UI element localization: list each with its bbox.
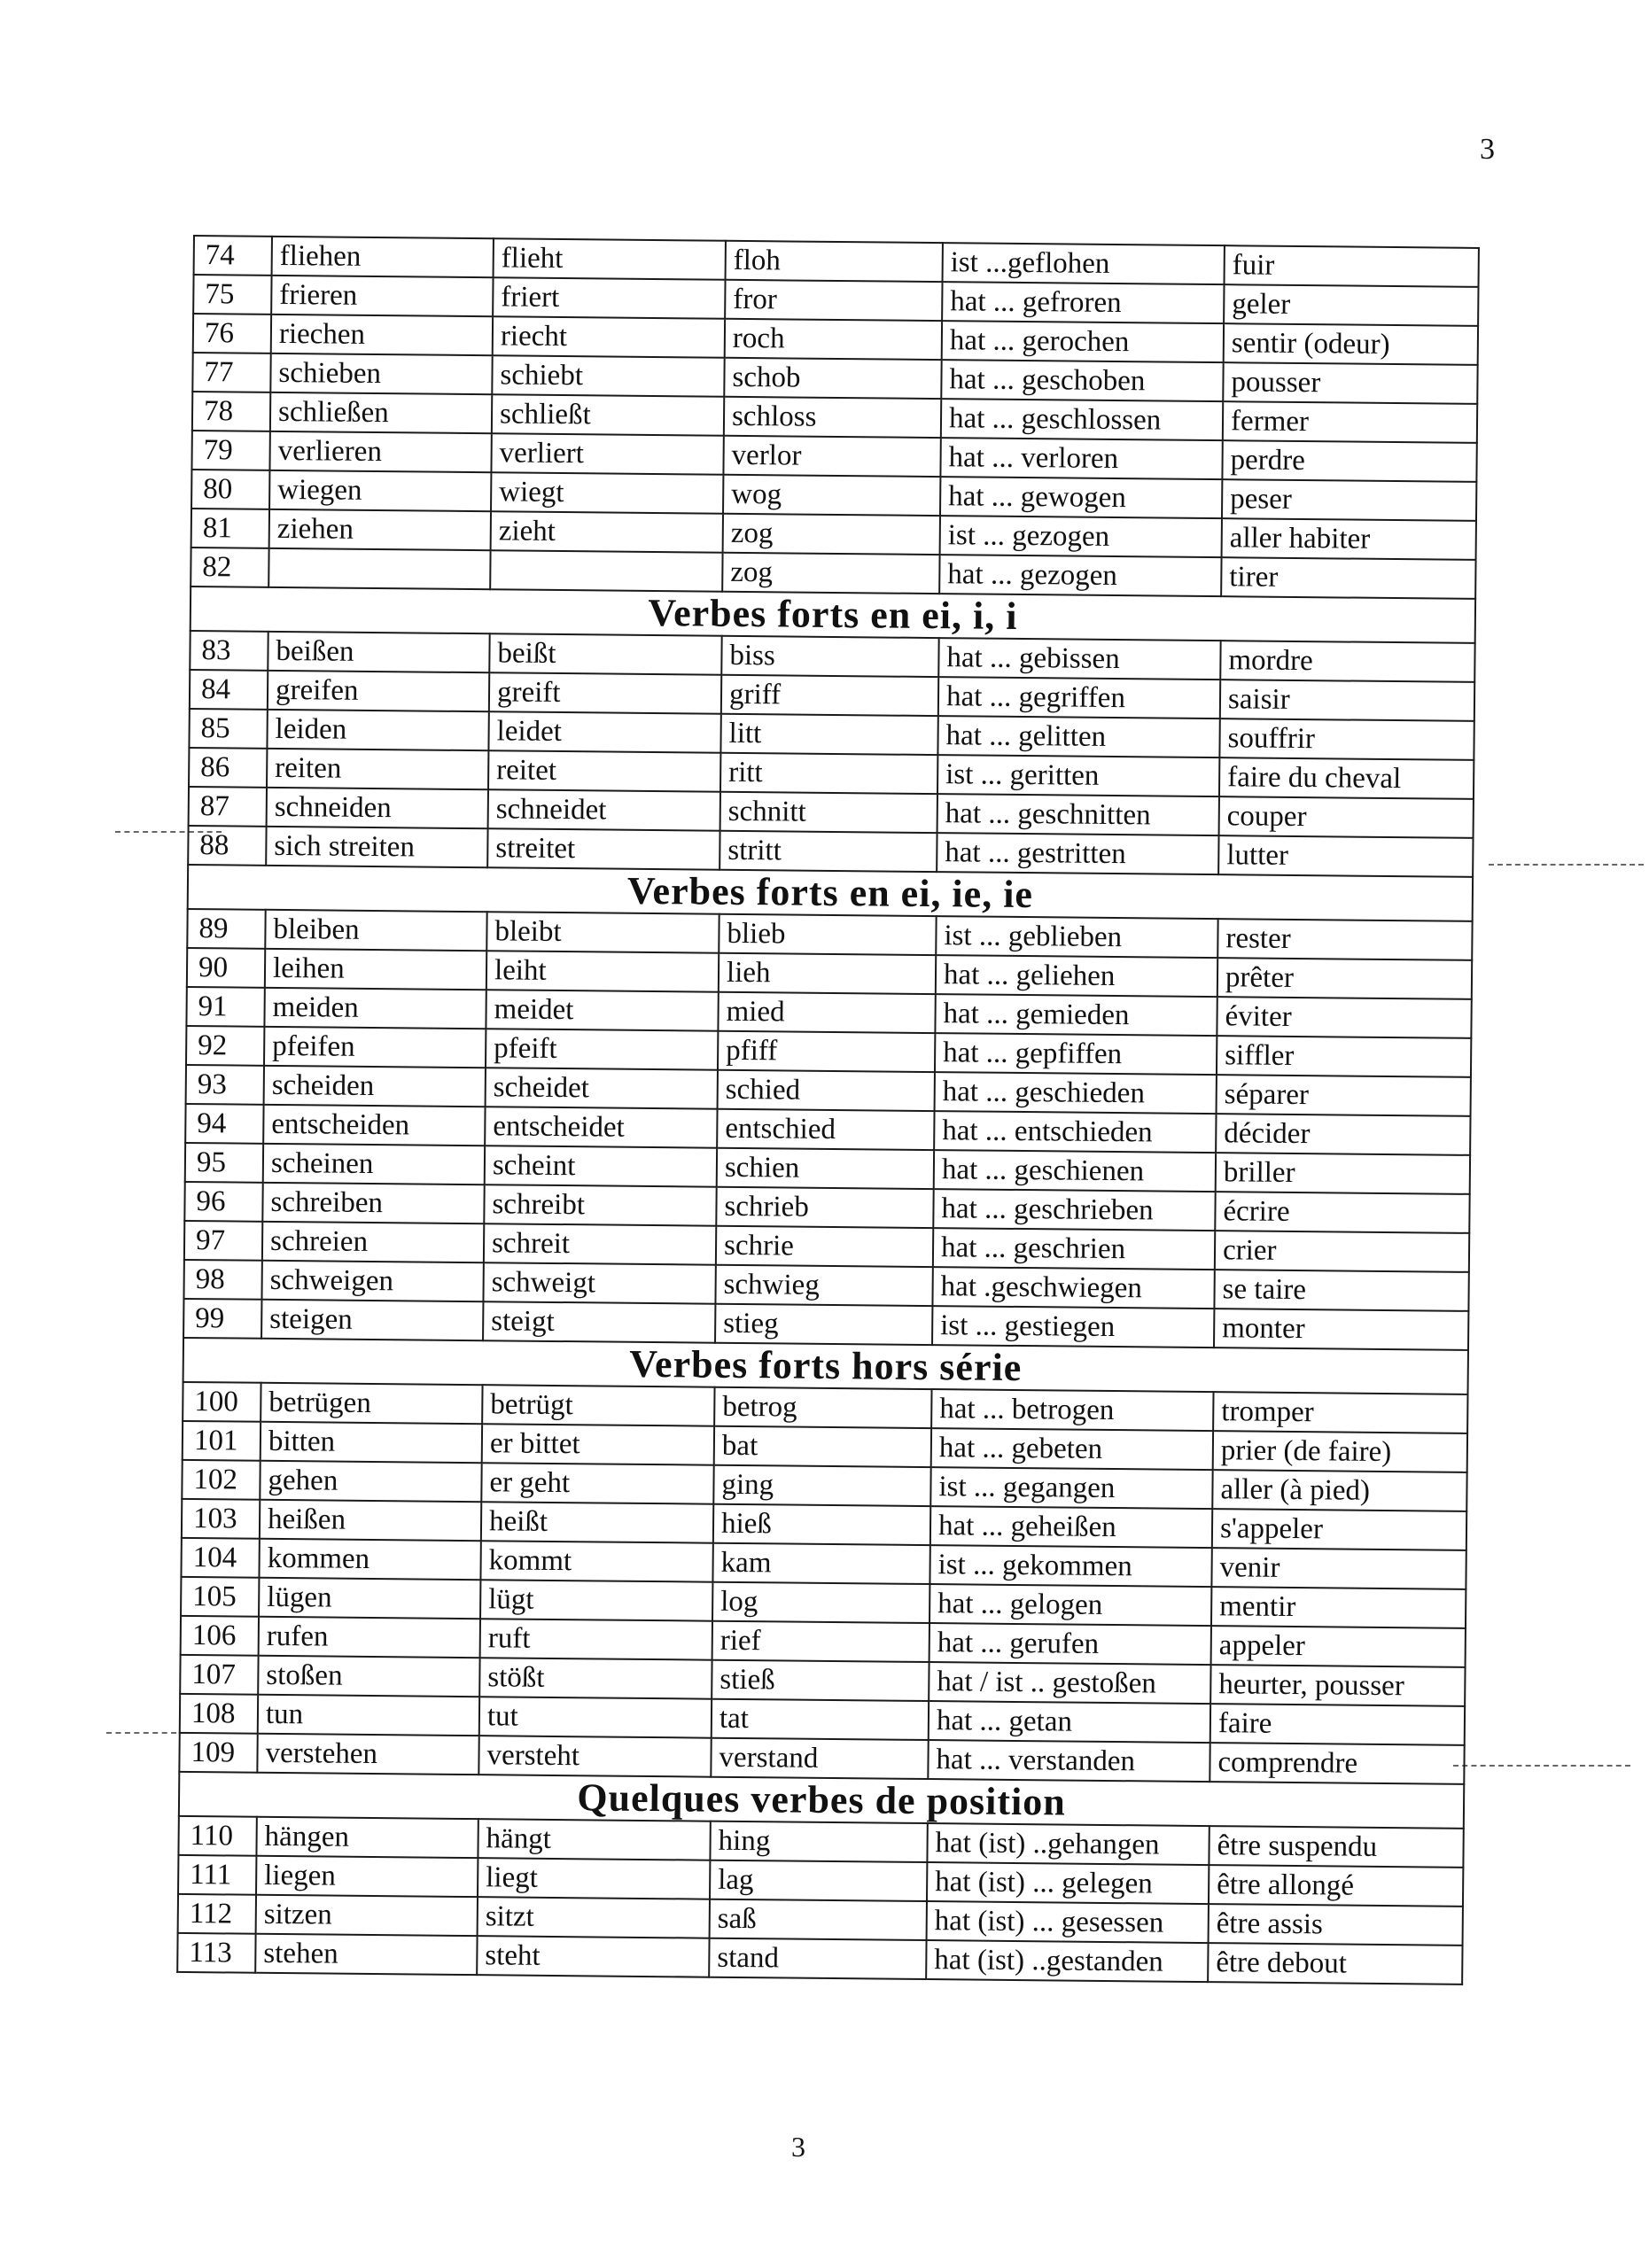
verb-perfect: hat ... geschlossen (941, 399, 1223, 440)
verb-preterite: fror (725, 280, 942, 321)
fold-mark-right-lower (1453, 1765, 1630, 1767)
verb-present: schreibt (484, 1184, 716, 1226)
verb-number: 81 (191, 509, 269, 548)
verb-infinitive: stehen (255, 1934, 477, 1975)
verb-preterite: stand (709, 1938, 926, 1979)
verb-french: couper (1219, 796, 1474, 838)
verb-preterite: schloss (724, 397, 941, 438)
verb-french: être allongé (1209, 1865, 1463, 1907)
verb-infinitive: leiden (267, 710, 488, 750)
verb-infinitive: steigen (261, 1300, 483, 1340)
verb-present: hängt (478, 1819, 710, 1860)
verb-infinitive: reiten (267, 749, 488, 789)
verb-infinitive: schließen (270, 392, 492, 433)
verb-french: mordre (1220, 641, 1474, 682)
verb-perfect: hat ... gebeten (931, 1428, 1213, 1470)
verb-table (176, 235, 1480, 1985)
verb-preterite: ritt (720, 753, 937, 794)
verb-infinitive: scheinen (263, 1144, 485, 1184)
verb-perfect: hat ... geschrien (933, 1228, 1215, 1270)
verb-number: 76 (193, 314, 271, 353)
verb-number: 91 (186, 987, 264, 1027)
verb-perfect: hat ... gelitten (937, 716, 1219, 757)
verb-number: 107 (180, 1655, 258, 1695)
verb-preterite: blieb (719, 914, 936, 955)
verb-number: 112 (178, 1894, 256, 1934)
verb-preterite: griff (721, 675, 938, 716)
verb-french: appeler (1211, 1626, 1466, 1667)
verb-french: geler (1224, 284, 1478, 326)
verb-number: 89 (187, 909, 265, 949)
verb-french: décider (1216, 1114, 1470, 1155)
verb-infinitive: ziehen (269, 509, 491, 550)
verb-number: 75 (193, 275, 271, 315)
verb-number: 92 (186, 1026, 264, 1066)
verb-number: 79 (191, 431, 269, 470)
verb-infinitive: stoßen (258, 1656, 479, 1697)
verb-perfect: hat ... gebissen (938, 638, 1220, 680)
verb-number: 96 (184, 1182, 262, 1222)
verb-french: briller (1216, 1153, 1470, 1194)
verb-preterite: pfiff (718, 1031, 935, 1072)
verb-infinitive: gehen (260, 1461, 481, 1502)
verb-perfect: ist ... gestiegen (932, 1306, 1214, 1348)
verb-infinitive: kommen (259, 1539, 480, 1580)
verb-french: peser (1222, 479, 1476, 521)
verb-french: lutter (1218, 835, 1473, 877)
verb-number: 99 (183, 1299, 261, 1339)
verb-present: er geht (481, 1463, 713, 1504)
verb-preterite: biss (721, 636, 938, 677)
verb-perfect: hat ... geschoben (941, 360, 1223, 401)
verb-number: 83 (190, 631, 268, 671)
verb-infinitive: leihen (265, 949, 486, 990)
verb-preterite: schrie (716, 1226, 933, 1267)
verb-infinitive: schreien (262, 1222, 484, 1262)
verb-present: leiht (486, 951, 719, 992)
verb-present: pfeift (486, 1029, 718, 1070)
verb-perfect: hat ... gerochen (942, 321, 1224, 362)
verb-perfect: hat ... betrogen (931, 1389, 1213, 1431)
verb-perfect: hat ... gezogen (939, 555, 1221, 596)
verb-preterite: bat (714, 1426, 931, 1467)
verb-present: heißt (481, 1502, 713, 1543)
verb-perfect: hat (ist) ... gelegen (927, 1862, 1209, 1904)
verb-french: pousser (1223, 362, 1477, 404)
verb-preterite: stieß (712, 1660, 929, 1701)
verb-perfect: hat (ist) ... gesessen (927, 1901, 1209, 1943)
verb-french: souffrir (1219, 718, 1474, 760)
verb-french: perdre (1222, 440, 1476, 482)
verb-preterite: tat (712, 1699, 929, 1740)
page-number-bottom: 3 (791, 2131, 805, 2163)
verb-present: reitet (488, 750, 720, 792)
verb-present: kommt (480, 1541, 712, 1582)
verb-number: 85 (189, 709, 267, 749)
verb-infinitive: scheiden (264, 1066, 486, 1107)
verb-present: leidet (488, 711, 720, 753)
verb-infinitive: lügen (259, 1578, 480, 1619)
verb-present: schiebt (492, 355, 724, 397)
verb-perfect: hat ... gerufen (930, 1623, 1211, 1665)
verb-present: schreit (484, 1223, 716, 1265)
verb-preterite: schrieb (716, 1187, 933, 1228)
verb-number: 86 (189, 748, 267, 788)
fold-mark-right (1489, 864, 1644, 866)
verb-number: 106 (181, 1616, 259, 1656)
verb-perfect: hat ... verstanden (928, 1740, 1210, 1782)
verb-perfect: hat ... geschnitten (937, 794, 1219, 835)
verb-number: 101 (183, 1421, 261, 1461)
verb-french: se taire (1214, 1270, 1468, 1311)
verb-preterite: entschied (717, 1109, 934, 1150)
verb-french: crier (1215, 1231, 1469, 1272)
verb-infinitive: liegen (256, 1856, 478, 1897)
verb-infinitive: sitzen (256, 1895, 478, 1936)
verb-preterite: log (712, 1582, 930, 1623)
verb-infinitive: riechen (271, 315, 493, 355)
verb-perfect: ist ... gezogen (940, 516, 1222, 557)
verb-perfect: hat ... gefroren (942, 282, 1224, 323)
verb-number: 80 (191, 470, 269, 509)
verb-number: 113 (177, 1933, 255, 1973)
verb-infinitive: schieben (270, 353, 492, 394)
verb-present: schweigt (483, 1262, 715, 1304)
verb-perfect: ist ... gekommen (930, 1545, 1211, 1587)
verb-french: être suspendu (1209, 1826, 1463, 1868)
verb-perfect: hat ... entschieden (934, 1111, 1216, 1153)
verb-infinitive: beißen (268, 632, 489, 672)
verb-preterite: ging (713, 1465, 930, 1506)
verb-infinitive: schreiben (262, 1183, 484, 1223)
verb-french: heurter, pousser (1210, 1665, 1465, 1706)
verb-number: 88 (188, 826, 266, 866)
verb-number: 78 (192, 392, 270, 431)
verb-present: scheidet (486, 1068, 718, 1109)
verb-infinitive: verstehen (257, 1734, 478, 1775)
verb-french: tirer (1221, 557, 1475, 599)
verb-present: stößt (479, 1658, 712, 1699)
verb-present: entscheidet (485, 1107, 717, 1148)
verb-preterite: roch (725, 319, 942, 360)
verb-number: 111 (178, 1855, 256, 1895)
verb-infinitive: bitten (261, 1422, 482, 1463)
verb-preterite: schied (718, 1070, 935, 1111)
section-heading: Quelques verbes de position (179, 1772, 1464, 1829)
verb-perfect: hat ... gemieden (935, 994, 1217, 1036)
verb-perfect: ist ...geflohen (943, 243, 1225, 284)
verb-present (490, 550, 722, 592)
verb-present: beißt (489, 633, 721, 675)
verb-present: riecht (493, 316, 725, 358)
verb-french: monter (1214, 1309, 1468, 1350)
verb-present: tut (479, 1697, 712, 1738)
verb-number: 110 (178, 1816, 256, 1856)
verb-infinitive: schneiden (267, 788, 488, 828)
verb-french: siffler (1217, 1036, 1471, 1077)
verb-infinitive: greifen (268, 671, 489, 711)
verb-preterite: litt (720, 714, 937, 755)
verb-french: prier (de faire) (1213, 1431, 1467, 1472)
verb-number: 77 (192, 353, 270, 392)
verb-number: 97 (184, 1221, 262, 1261)
verb-infinitive (268, 548, 490, 589)
verb-infinitive: entscheiden (263, 1105, 485, 1146)
verb-french: faire (1210, 1704, 1465, 1745)
verb-number: 87 (189, 787, 267, 827)
verb-perfect: hat ... gestritten (937, 833, 1218, 874)
verb-french: écrire (1215, 1192, 1469, 1233)
verb-preterite: schnitt (720, 792, 937, 833)
verb-present: meidet (486, 990, 718, 1031)
verb-preterite: kam (712, 1543, 930, 1584)
verb-sheet (176, 235, 1478, 1985)
verb-preterite: verlor (723, 436, 940, 477)
verb-present: ruft (480, 1619, 712, 1660)
verb-perfect: hat ... gewogen (940, 477, 1222, 518)
verb-number: 103 (182, 1499, 260, 1539)
verb-perfect: hat ... getan (929, 1701, 1210, 1743)
verb-number: 108 (180, 1694, 258, 1734)
verb-number: 74 (194, 236, 272, 276)
verb-perfect: hat ... geliehen (936, 955, 1217, 997)
verb-number: 90 (187, 948, 265, 988)
verb-present: lügt (480, 1580, 712, 1621)
verb-present: verliert (491, 433, 723, 475)
section-heading: Verbes forts hors série (183, 1338, 1468, 1394)
verb-number: 109 (179, 1733, 257, 1773)
verb-perfect: hat .geschwiegen (932, 1267, 1214, 1309)
verb-perfect: hat (ist) ..gestanden (926, 1940, 1208, 1982)
verb-present: sitzt (478, 1897, 710, 1938)
verb-preterite: schob (724, 358, 941, 399)
verb-infinitive: pfeifen (264, 1027, 486, 1068)
verb-french: fuir (1225, 245, 1479, 287)
verb-preterite: lag (710, 1860, 927, 1901)
verb-french: faire du cheval (1219, 757, 1474, 799)
verb-perfect: hat ... geschieden (935, 1072, 1217, 1114)
verb-number: 102 (182, 1460, 260, 1500)
verb-french: être assis (1209, 1904, 1463, 1946)
verb-number: 95 (185, 1143, 263, 1183)
verb-preterite: rief (712, 1621, 930, 1662)
verb-present: friert (493, 277, 725, 319)
verb-present: er bittet (482, 1424, 714, 1465)
verb-preterite: zog (723, 514, 940, 555)
verb-french: venir (1211, 1548, 1466, 1589)
verb-infinitive: meiden (264, 988, 486, 1029)
verb-preterite: floh (726, 241, 943, 282)
verb-infinitive: frieren (271, 276, 493, 316)
verb-infinitive: fliehen (272, 237, 494, 277)
verb-french: fermer (1223, 401, 1477, 443)
verb-preterite: hing (710, 1821, 927, 1862)
verb-perfect: hat ... verloren (940, 438, 1222, 479)
verb-present: liegt (478, 1858, 710, 1899)
verb-present: schneidet (488, 789, 720, 831)
verb-perfect: hat ... geschienen (934, 1150, 1216, 1192)
verb-preterite: stritt (719, 831, 937, 872)
verb-perfect: hat ... gepfiffen (935, 1033, 1217, 1075)
verb-perfect: ist ... geblieben (936, 916, 1217, 958)
verb-number: 98 (183, 1260, 261, 1300)
verb-preterite: betrog (714, 1387, 931, 1428)
verb-present: steht (477, 1936, 709, 1977)
verb-preterite: hieß (713, 1504, 930, 1545)
verb-infinitive: verlieren (269, 431, 491, 472)
verb-present: bleibt (486, 912, 719, 953)
verb-french: aller (à pied) (1212, 1470, 1466, 1511)
verb-present: scheint (485, 1146, 717, 1187)
verb-preterite: lieh (719, 953, 936, 994)
verb-perfect: hat ... gelogen (930, 1584, 1211, 1626)
verb-french: tromper (1213, 1392, 1467, 1433)
verb-present: wiegt (491, 472, 723, 514)
verb-infinitive: tun (258, 1695, 479, 1736)
verb-french: être debout (1208, 1943, 1462, 1984)
verb-french: s'appeler (1212, 1509, 1466, 1550)
section-heading: Verbes forts en ei, ie, ie (188, 865, 1473, 921)
verb-perfect: ist ... geritten (937, 755, 1219, 796)
verb-preterite: verstand (711, 1738, 928, 1779)
verb-number: 94 (185, 1104, 263, 1144)
verb-french: mentir (1211, 1587, 1466, 1628)
verb-preterite: saß (710, 1899, 927, 1940)
verb-present: zieht (491, 511, 723, 553)
verb-number: 82 (191, 548, 268, 587)
verb-french: éviter (1217, 997, 1471, 1038)
verb-present: betrügt (482, 1385, 714, 1426)
verb-preterite: zog (722, 553, 939, 594)
verb-perfect: hat ... geheißen (930, 1506, 1212, 1548)
verb-present: versteht (478, 1736, 711, 1777)
verb-infinitive: schweigen (261, 1261, 483, 1301)
verb-perfect: hat (ist) ..gehangen (927, 1823, 1209, 1865)
verb-present: flieht (494, 238, 726, 280)
verb-french: séparer (1217, 1075, 1471, 1116)
verb-preterite: stieg (715, 1304, 932, 1345)
section-heading: Verbes forts en ei, i, i (191, 586, 1475, 643)
verb-number: 105 (181, 1577, 259, 1617)
verb-perfect: hat ... geschrieben (933, 1189, 1215, 1231)
verb-number: 104 (181, 1538, 259, 1578)
page-number-top: 3 (1480, 133, 1495, 166)
verb-number: 84 (190, 670, 268, 710)
verb-french: prêter (1217, 958, 1472, 999)
verb-infinitive: wiegen (269, 470, 491, 511)
verb-perfect: ist ... gegangen (930, 1467, 1212, 1509)
verb-french: aller habiter (1222, 518, 1476, 560)
verb-french: sentir (odeur) (1224, 323, 1478, 365)
verb-infinitive: hängen (256, 1817, 478, 1858)
verb-infinitive: sich streiten (266, 827, 487, 867)
verb-preterite: schien (717, 1148, 934, 1189)
verb-number: 93 (186, 1065, 264, 1105)
verb-infinitive: rufen (259, 1617, 480, 1658)
verb-french: rester (1217, 919, 1472, 960)
verb-preterite: wog (723, 475, 940, 516)
verb-number: 100 (183, 1382, 261, 1422)
verb-preterite: schwieg (715, 1265, 932, 1306)
verb-french: comprendre (1210, 1743, 1464, 1784)
verb-perfect: hat ... gegriffen (938, 677, 1220, 718)
verb-present: greift (489, 672, 721, 714)
verb-infinitive: betrügen (261, 1383, 482, 1424)
verb-present: schließt (492, 394, 724, 436)
verb-present: streitet (487, 828, 719, 870)
verb-french: saisir (1220, 680, 1474, 721)
verb-preterite: mied (718, 992, 935, 1033)
verb-infinitive: bleiben (265, 910, 486, 951)
verb-present: steigt (483, 1301, 715, 1343)
verb-infinitive: heißen (260, 1500, 481, 1541)
verb-perfect: hat / ist .. gestoßen (929, 1662, 1210, 1704)
